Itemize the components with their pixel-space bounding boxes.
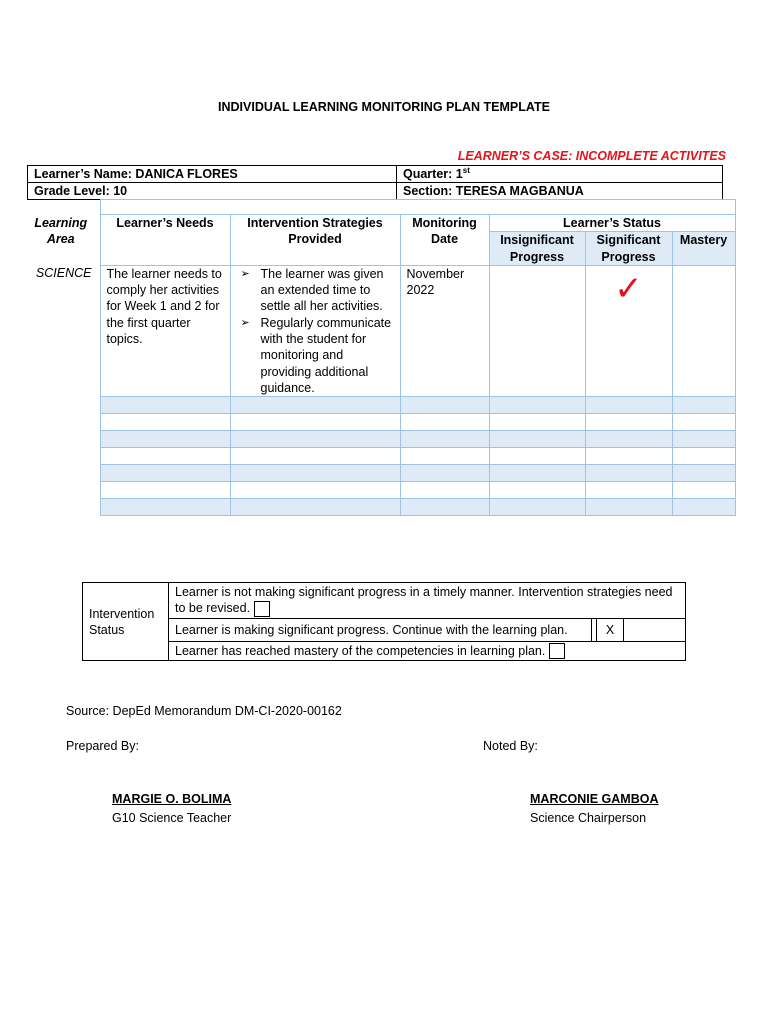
learning-area-cell: SCIENCE	[22, 265, 100, 396]
table-row	[22, 465, 735, 482]
section: Section: TERESA MAGBANUA	[397, 183, 723, 200]
strategies-cell	[230, 265, 400, 396]
status-option-mark-cell	[592, 618, 686, 641]
learner-info-table	[27, 165, 723, 200]
checkbox-empty[interactable]	[254, 601, 270, 617]
strategies-list	[237, 266, 394, 396]
header-strategies: Intervention Strategies Provided	[230, 215, 400, 266]
table-row	[22, 448, 735, 465]
table-row	[22, 499, 735, 516]
needs-cell: The learner needs to comply her activities for Week 1 and 2 for the first quarter topics.	[100, 265, 230, 396]
status-option-text: Learner is not making significant progress in a timely manner. Intervention strategies need to be revised.	[175, 585, 673, 615]
preparer-name: MARGIE O. BOLIMA	[112, 792, 232, 806]
status-option-mastery	[169, 641, 686, 661]
table-row	[22, 482, 735, 499]
header-learning-area: Learning Area	[22, 215, 100, 266]
document-title: INDIVIDUAL LEARNING MONITORING PLAN TEMPLATE	[218, 100, 550, 114]
quarter	[397, 166, 723, 183]
status-option-continue: Learner is making significant progress. Continue with the learning plan.	[169, 618, 592, 641]
monitoring-table	[22, 199, 736, 516]
check-mark-icon: ✓	[614, 269, 643, 308]
learner-name: Learner’s Name: DANICA FLORES	[28, 166, 397, 183]
strategy-item: ➢ The learner was given an extended time to settle all her activities.	[237, 266, 394, 315]
quarter-text: Quarter: 1	[403, 167, 463, 181]
status-option-text: Learner has reached mastery of the competencies in learning plan.	[175, 643, 546, 658]
insignificant-cell	[489, 265, 585, 396]
status-option-revise	[169, 583, 686, 619]
learner-case: LEARNER’S CASE: INCOMPLETE ACTIVITES	[457, 149, 726, 163]
checkbox-marked[interactable]: X	[596, 619, 624, 641]
noter-name: MARCONIE GAMBOA	[530, 792, 659, 806]
quarter-suffix: st	[462, 165, 470, 175]
grade-level: Grade Level: 10	[28, 183, 397, 200]
table-row	[22, 414, 735, 431]
checkbox-empty[interactable]	[549, 643, 565, 659]
significant-cell	[585, 265, 672, 396]
source-note: Source: DepEd Memorandum DM-CI-2020-00162	[66, 704, 342, 718]
strategy-item: ➢ Regularly communicate with the student for monitoring and providing additional guidance.	[237, 315, 394, 396]
header-needs: Learner’s Needs	[100, 215, 230, 266]
table-row	[22, 431, 735, 448]
date-cell: November 2022	[400, 265, 489, 396]
header-date: Monitoring Date	[400, 215, 489, 266]
mastery-cell	[672, 265, 735, 396]
header-status: Learner’s Status	[489, 215, 735, 232]
noted-by-label: Noted By:	[483, 739, 538, 753]
intervention-status-label: Intervention Status	[83, 583, 169, 661]
prepared-by-label: Prepared By:	[66, 739, 139, 753]
header-mastery: Mastery	[672, 232, 735, 266]
noter-role: Science Chairperson	[530, 811, 647, 825]
table-row	[22, 397, 735, 414]
header-significant: Significant Progress	[585, 232, 672, 266]
intervention-status-table	[82, 582, 686, 661]
header-insignificant: Insignificant Progress	[489, 232, 585, 266]
preparer-role: G10 Science Teacher	[112, 811, 232, 825]
